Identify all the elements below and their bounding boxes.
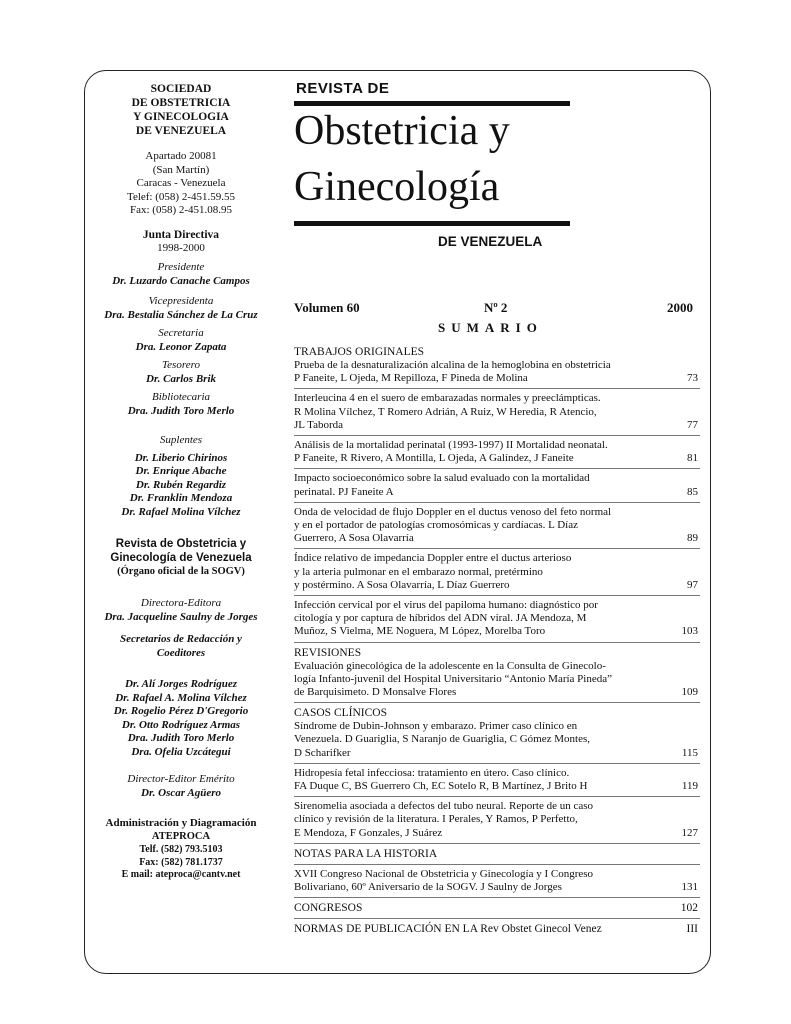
directora-title: Directora-Editora	[140, 597, 222, 609]
suplentes-title: Suplentes	[159, 434, 203, 446]
directora-name: Dra. Jacqueline Saulny de Jorges	[104, 610, 258, 623]
top-rule	[294, 101, 570, 106]
divider	[294, 502, 700, 503]
junta-title: Junta Directiva	[142, 228, 220, 241]
role-secretaria: Secretaria Dra. Leonor Zapata	[135, 327, 227, 353]
sumario-heading: SUMARIO	[438, 320, 543, 335]
toc-entry[interactable]: Índice relativo de impedancia Doppler entre el ductus arterioso y la arteria pulmonar en el embarazo normal, pretérmino y postérmino. A Sosa Olavarría, L Díaz Guerrero 97	[294, 552, 698, 591]
toc-entry[interactable]: Sirenomelia asociada a defectos del tubo neural. Reporte de un caso clínico y revisión de la literatura. I Perales, Y Ramos, P Perfetto, E Mendoza, F Gonzales, J Suárez 127	[294, 800, 698, 839]
toc-entry[interactable]: Infección cervical por el virus del papiloma humano: diagnóstico por citología y por captura de híbridos del ADN viral. JA Mendoza, M Muñoz, S Vielma, ME Noguera, M López, Morelba Toro 103	[294, 599, 698, 638]
journal-name: Revista de Obstetricia y Ginecología de Venezuela	[110, 538, 252, 564]
section-normas-publicacion[interactable]: NORMAS DE PUBLICACIÓN EN LA Rev Obstet Ginecol Venez III	[294, 923, 698, 936]
page-number: III	[686, 923, 698, 936]
junta-years: 1998-2000	[157, 241, 205, 254]
coeditores-list: Dr. Alí Jorges Rodríguez Dr. Rafael A. Molina Vílchez Dr. Rogelio Pérez D'Gregorio Dr. Otto Rodríguez Armas Dra. Judith Toro Merlo Dra. Ofelia Uzcátegui	[113, 678, 249, 758]
divider	[294, 918, 700, 919]
page-number: 102	[680, 902, 698, 915]
divider	[294, 763, 700, 764]
divider	[294, 864, 700, 865]
issue-number: Nº 2	[484, 300, 508, 315]
admin-title: Administración y Diagramación	[105, 817, 257, 829]
section-casos-clinicos: CASOS CLÍNICOS	[294, 707, 387, 720]
divider	[294, 843, 700, 844]
role-bibliotecaria: Bibliotecaria Dra. Judith Toro Merlo	[127, 391, 235, 417]
masthead-column	[86, 82, 276, 882]
revista-de-label: REVISTA DE	[296, 80, 390, 97]
page-number: 131	[681, 881, 698, 894]
divider	[294, 897, 700, 898]
divider	[294, 388, 700, 389]
society-name: SOCIEDAD DE OBSTETRICIA Y GINECOLOGIA DE VENEZUELA	[131, 83, 231, 137]
toc-entry[interactable]: Impacto socioeconómico sobre la salud evaluado con la mortalidad perinatal. PJ Faneite A 85	[294, 472, 698, 498]
emerito-title: Director-Editor Emérito	[127, 773, 235, 785]
divider	[294, 796, 700, 797]
divider	[294, 548, 700, 549]
section-revisiones: REVISIONES	[294, 646, 362, 659]
title-ginecologia: Ginecología	[294, 164, 500, 210]
suplentes-list: Dr. Liberio Chirinos Dr. Enrique Abache Dr. Rubén Regardiz Dr. Franklin Mendoza Dr. Rafael Molina Vílchez	[121, 451, 241, 518]
bottom-rule	[294, 221, 570, 226]
page-number: 77	[687, 418, 698, 431]
toc-entry[interactable]: Onda de velocidad de flujo Doppler en el ductus venoso del feto normal y en el portador de patologías cromosómicas y cardíacas. L Díaz Guerrero, A Sosa Olavarría 89	[294, 505, 698, 545]
toc-entry[interactable]: Evaluación ginecológica de la adolescente en la Consulta de Ginecolo- logía Infanto-juvenil del Hospital Universitario “Antonio María Pineda” de Barquisimeto. D Monsalve Flores 109	[294, 659, 698, 699]
page-number: 85	[687, 485, 698, 498]
divider	[294, 702, 700, 703]
role-tesorero: Tesorero Dr. Carlos Brik	[146, 359, 216, 385]
table-of-contents	[294, 342, 700, 936]
page-number: 73	[687, 372, 698, 385]
toc-entry[interactable]: Análisis de la mortalidad perinatal (1993-1997) II Mortalidad neonatal. P Faneite, R Rivero, A Montilla, L Ojeda, A Galíndez, J Faneite 81	[294, 439, 698, 465]
toc-entry[interactable]: Hidropesía fetal infecciosa: tratamiento en útero. Caso clínico. FA Duque C, BS Guerrero Ch, EC Sotelo R, B Martínez, J Brito H 119	[294, 766, 698, 793]
divider	[294, 595, 700, 596]
ateproca-contact: Telf. (582) 793.5103 Fax: (582) 781.1737 E mail: ateproca@cantv.net	[121, 844, 241, 880]
secretarios-title: Secretarios de Redacción y Coeditores	[120, 633, 242, 659]
toc-entry[interactable]: XVII Congreso Nacional de Obstetricia y Ginecología y I Congreso Bolivariano, 60º Aniversario de la SOGV. J Saulny de Jorges 131	[294, 867, 698, 894]
page-number: 81	[687, 452, 698, 465]
section-notas-historia: NOTAS PARA LA HISTORIA	[294, 847, 438, 860]
page-number: 89	[687, 532, 698, 545]
page-number: 97	[687, 578, 698, 591]
emerito-name: Dr. Oscar Agüero	[141, 786, 221, 799]
toc-entry[interactable]: Interleucina 4 en el suero de embarazadas normales y preeclámpticas. R Molina Vílchez, T Romero Adrián, A Ruiz, W Heredia, R Atencio, JL Taborda 77	[294, 392, 698, 431]
toc-entry[interactable]: Prueba de la desnaturalización alcalina de la hemoglobina en obstetricia P Faneite, L Ojeda, M Repilloza, F Pineda de Molina 73	[294, 359, 698, 385]
divider	[294, 642, 700, 643]
society-address: Apartado 20081 (San Martín) Caracas - Venezuela Telef: (058) 2-451.59.55 Fax: (058) 2-451.08.95	[127, 150, 235, 216]
de-venezuela-label: DE VENEZUELA	[438, 234, 543, 249]
title-obstetricia: Obstetricia y	[294, 108, 510, 154]
page-number: 115	[681, 746, 698, 759]
organo-oficial: (Órgano oficial de la SOGV)	[117, 566, 245, 577]
divider	[294, 435, 700, 436]
page-number: 103	[681, 625, 698, 638]
toc-entry[interactable]: Síndrome de Dubin-Johnson y embarazo. Primer caso clínico en Venezuela. D Guariglia, S Naranjo de Guariglia, C Gómez Montes, D Scharifker 115	[294, 720, 698, 759]
section-congresos[interactable]: CONGRESOS 102	[294, 902, 698, 915]
ateproca-name: ATEPROCA	[151, 831, 211, 842]
page-number: 109	[681, 686, 698, 699]
divider	[294, 468, 700, 469]
page-number: 119	[681, 780, 698, 793]
section-trabajos-originales: TRABAJOS ORIGINALES	[294, 346, 425, 358]
role-vicepresidenta: Vicepresidenta Dra. Bestalia Sánchez de La Cruz	[104, 295, 258, 321]
volume-number: Volumen 60	[294, 300, 360, 315]
issue-year: 2000	[667, 300, 693, 315]
page-number: 127	[681, 826, 698, 839]
role-presidente: Presidente Dr. Luzardo Canache Campos	[112, 261, 250, 287]
